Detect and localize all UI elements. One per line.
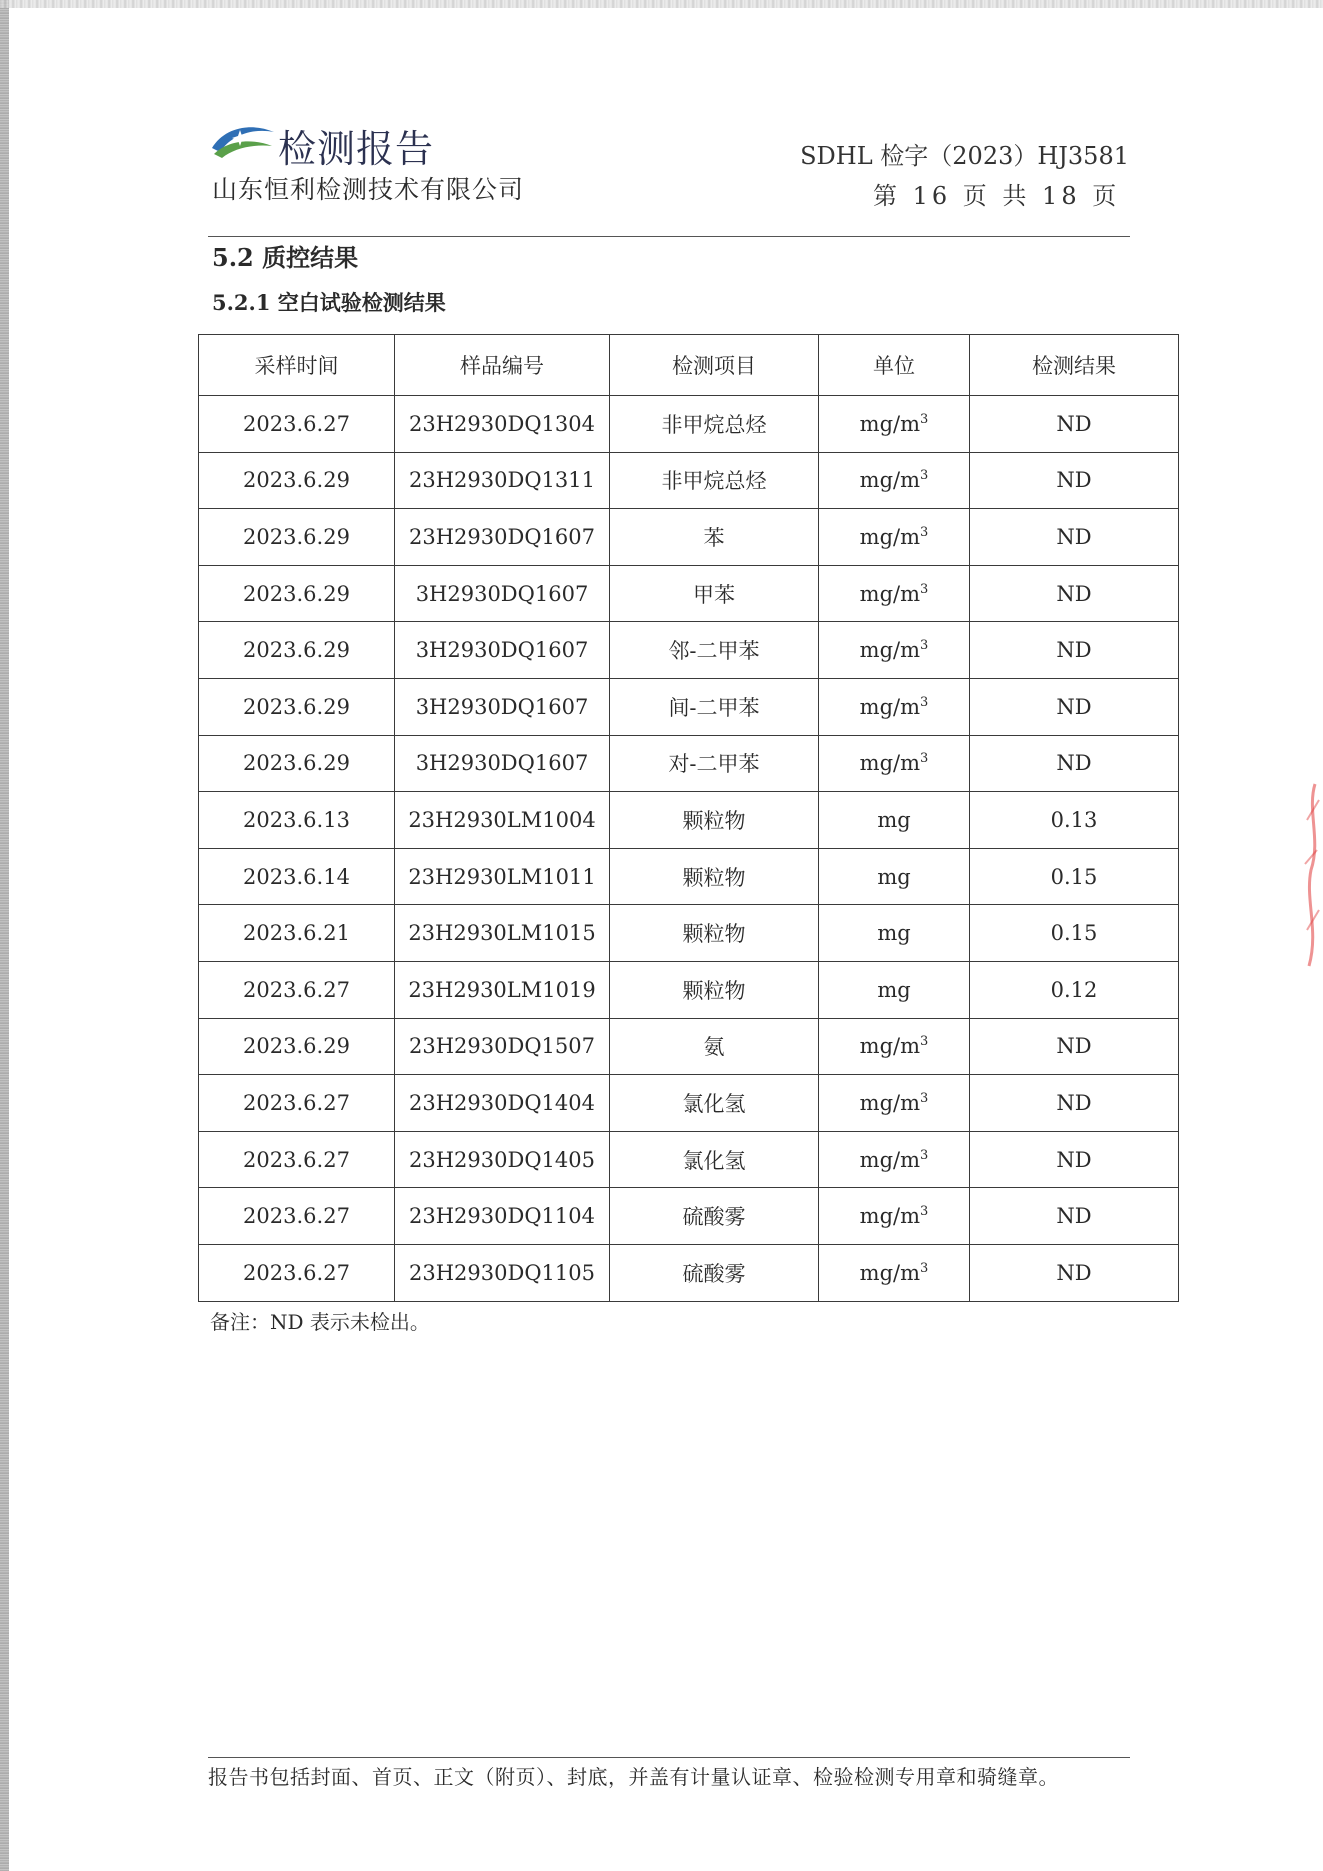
- cell-result: ND: [970, 735, 1179, 792]
- unit-superscript: 3: [920, 751, 929, 767]
- footer-divider: [208, 1757, 1130, 1758]
- cell-sample-id: 3H2930DQ1607: [395, 678, 610, 735]
- cell-result: ND: [970, 1244, 1179, 1301]
- cell-unit: [819, 565, 970, 622]
- cell-result: ND: [970, 509, 1179, 566]
- cell-result: ND: [970, 1131, 1179, 1188]
- page-indicator: 第 16 页 共 18 页: [873, 182, 1121, 210]
- unit-text: mg: [877, 807, 911, 832]
- unit-text: mg/m: [859, 468, 921, 493]
- cell-result: 0.13: [970, 792, 1179, 849]
- cell-sampling-time: 2023.6.27: [199, 1188, 395, 1245]
- cell-result: 0.15: [970, 848, 1179, 905]
- unit-text: mg/m: [859, 524, 921, 549]
- cell-result: ND: [970, 396, 1179, 453]
- report-title: 检测报告: [278, 127, 435, 171]
- cell-sampling-time: 2023.6.29: [199, 452, 395, 509]
- col-header-sample-id: 样品编号: [395, 335, 610, 396]
- cell-sample-id: 3H2930DQ1607: [395, 622, 610, 679]
- section-heading: 5.2 质控结果: [212, 243, 359, 272]
- table-row: [199, 396, 1179, 453]
- unit-superscript: 3: [920, 1204, 929, 1220]
- cell-result: ND: [970, 452, 1179, 509]
- cell-sampling-time: 2023.6.29: [199, 735, 395, 792]
- cell-sampling-time: 2023.6.29: [199, 622, 395, 679]
- cell-unit: [819, 1244, 970, 1301]
- cell-unit: [819, 1018, 970, 1075]
- table-row: [199, 509, 1179, 566]
- cell-test-item: 非甲烷总烃: [610, 396, 819, 453]
- table-row: [199, 792, 1179, 849]
- unit-text: mg: [877, 921, 911, 946]
- table-row: [199, 735, 1179, 792]
- unit-superscript: 3: [920, 411, 929, 427]
- scan-edge-top: [0, 0, 1323, 8]
- cell-test-item: 对-二甲苯: [610, 735, 819, 792]
- cell-unit: [819, 1075, 970, 1132]
- cell-unit: [819, 396, 970, 453]
- table-row: [199, 848, 1179, 905]
- unit-text: mg/m: [859, 1260, 921, 1285]
- unit-superscript: 3: [920, 694, 929, 710]
- cell-sample-id: 23H2930LM1011: [395, 848, 610, 905]
- unit-superscript: 3: [920, 1034, 929, 1050]
- cell-sampling-time: 2023.6.27: [199, 1244, 395, 1301]
- table-row: [199, 1244, 1179, 1301]
- company-logo-icon: [210, 118, 276, 160]
- unit-superscript: 3: [920, 1260, 929, 1276]
- cell-unit: [819, 848, 970, 905]
- col-header-unit: 单位: [819, 335, 970, 396]
- unit-superscript: 3: [920, 468, 929, 484]
- table-row: [199, 678, 1179, 735]
- cell-sample-id: 23H2930DQ1104: [395, 1188, 610, 1245]
- unit-superscript: 3: [920, 638, 929, 654]
- table-row: [199, 961, 1179, 1018]
- unit-text: mg/m: [859, 1147, 921, 1172]
- cell-sample-id: 23H2930DQ1607: [395, 509, 610, 566]
- cell-unit: [819, 961, 970, 1018]
- cell-sampling-time: 2023.6.14: [199, 848, 395, 905]
- table-body: [199, 396, 1179, 1302]
- cell-sampling-time: 2023.6.27: [199, 396, 395, 453]
- cell-sample-id: 23H2930LM1004: [395, 792, 610, 849]
- unit-text: mg: [877, 977, 911, 1002]
- cell-result: ND: [970, 1018, 1179, 1075]
- unit-superscript: 3: [920, 524, 929, 540]
- company-name: 山东恒利检测技术有限公司: [212, 175, 525, 204]
- unit-text: mg/m: [859, 694, 921, 719]
- cell-unit: [819, 905, 970, 962]
- cell-unit: [819, 678, 970, 735]
- cell-unit: [819, 1188, 970, 1245]
- cell-test-item: 邻-二甲苯: [610, 622, 819, 679]
- cell-unit: [819, 1131, 970, 1188]
- cell-sample-id: 23H2930DQ1507: [395, 1018, 610, 1075]
- cell-unit: [819, 792, 970, 849]
- unit-superscript: 3: [920, 581, 929, 597]
- cell-sampling-time: 2023.6.27: [199, 961, 395, 1018]
- cell-result: 0.15: [970, 905, 1179, 962]
- unit-text: mg/m: [859, 1204, 921, 1229]
- cell-result: 0.12: [970, 961, 1179, 1018]
- cell-result: ND: [970, 1188, 1179, 1245]
- cell-sample-id: 23H2930DQ1304: [395, 396, 610, 453]
- table-row: [199, 1188, 1179, 1245]
- unit-text: mg/m: [859, 1090, 921, 1115]
- cell-test-item: 苯: [610, 509, 819, 566]
- cell-test-item: 间-二甲苯: [610, 678, 819, 735]
- table-row: [199, 905, 1179, 962]
- unit-text: mg/m: [859, 411, 921, 436]
- table-row: [199, 1075, 1179, 1132]
- cell-sample-id: 23H2930DQ1404: [395, 1075, 610, 1132]
- cell-sampling-time: 2023.6.13: [199, 792, 395, 849]
- unit-text: mg/m: [859, 638, 921, 663]
- unit-text: mg: [877, 864, 911, 889]
- cell-sampling-time: 2023.6.29: [199, 1018, 395, 1075]
- cell-result: ND: [970, 678, 1179, 735]
- blank-test-results-table: [198, 334, 1179, 1302]
- table-row: [199, 1131, 1179, 1188]
- unit-text: mg/m: [859, 751, 921, 776]
- table-header-row: [199, 335, 1179, 396]
- cell-unit: [819, 622, 970, 679]
- cell-sample-id: 3H2930DQ1607: [395, 735, 610, 792]
- cell-sampling-time: 2023.6.29: [199, 509, 395, 566]
- report-number: SDHL 检字（2023）HJ3581: [800, 142, 1129, 170]
- scan-edge-left: [0, 0, 9, 1871]
- unit-superscript: 3: [920, 1147, 929, 1163]
- cell-sample-id: 23H2930DQ1105: [395, 1244, 610, 1301]
- cell-sampling-time: 2023.6.27: [199, 1131, 395, 1188]
- cell-result: ND: [970, 1075, 1179, 1132]
- cell-sampling-time: 2023.6.29: [199, 565, 395, 622]
- cell-test-item: 颗粒物: [610, 961, 819, 1018]
- col-header-test-item: 检测项目: [610, 335, 819, 396]
- cell-test-item: 氯化氢: [610, 1131, 819, 1188]
- subsection-heading: 5.2.1 空白试验检测结果: [212, 290, 446, 315]
- unit-text: mg/m: [859, 581, 921, 606]
- cell-test-item: 非甲烷总烃: [610, 452, 819, 509]
- cell-sample-id: 23H2930LM1015: [395, 905, 610, 962]
- col-header-result: 检测结果: [970, 335, 1179, 396]
- cell-test-item: 硫酸雾: [610, 1244, 819, 1301]
- col-header-sampling-time: 采样时间: [199, 335, 395, 396]
- cell-sample-id: 23H2930DQ1311: [395, 452, 610, 509]
- cell-test-item: 氨: [610, 1018, 819, 1075]
- cell-sample-id: 23H2930LM1019: [395, 961, 610, 1018]
- cell-sampling-time: 2023.6.27: [199, 1075, 395, 1132]
- cell-test-item: 颗粒物: [610, 905, 819, 962]
- cell-test-item: 氯化氢: [610, 1075, 819, 1132]
- cell-unit: [819, 509, 970, 566]
- cell-unit: [819, 735, 970, 792]
- seal-stamp-fragment: [1301, 780, 1323, 970]
- header-divider: [208, 236, 1130, 237]
- table-row: [199, 565, 1179, 622]
- cell-sampling-time: 2023.6.29: [199, 678, 395, 735]
- footer-statement: 报告书包括封面、首页、正文（附页）、封底，并盖有计量认证章、检验检测专用章和骑缝章。: [208, 1765, 1059, 1789]
- table-row: [199, 622, 1179, 679]
- cell-sampling-time: 2023.6.21: [199, 905, 395, 962]
- cell-result: ND: [970, 565, 1179, 622]
- unit-text: mg/m: [859, 1034, 921, 1059]
- cell-sample-id: 3H2930DQ1607: [395, 565, 610, 622]
- table-note: 备注：ND 表示未检出。: [210, 1310, 430, 1334]
- cell-test-item: 颗粒物: [610, 848, 819, 905]
- table-row: [199, 1018, 1179, 1075]
- cell-test-item: 颗粒物: [610, 792, 819, 849]
- table-row: [199, 452, 1179, 509]
- unit-superscript: 3: [920, 1090, 929, 1106]
- cell-test-item: 甲苯: [610, 565, 819, 622]
- cell-test-item: 硫酸雾: [610, 1188, 819, 1245]
- cell-unit: [819, 452, 970, 509]
- cell-result: ND: [970, 622, 1179, 679]
- cell-sample-id: 23H2930DQ1405: [395, 1131, 610, 1188]
